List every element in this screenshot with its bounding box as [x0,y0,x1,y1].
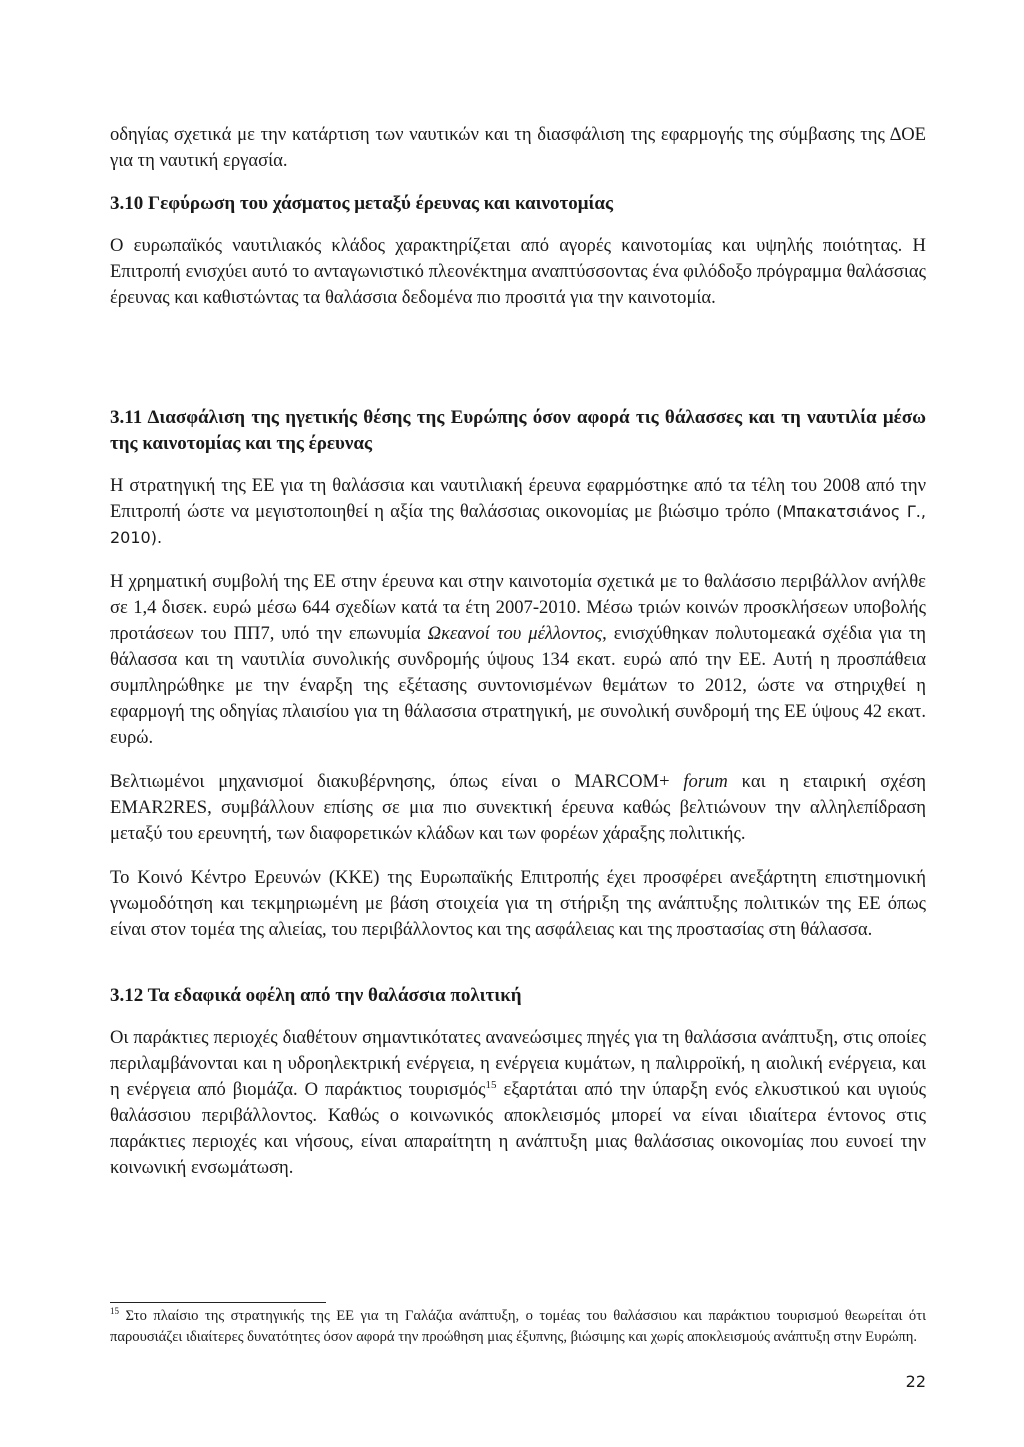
paragraph-text-start: Οι παράκτιες περιοχές διαθέτουν σημαντικότατες ανανεώσιμες πηγές για τη θαλάσσια ανάπτυξη, στις οποίες περιλαμβάνονται και η υδροηλεκτρική ενέργεια, η ενέργεια κυμάτων, η παλιρροϊκή, η αιολική ενέργεια, και η ενέργεια από βιομάζα. Ο παράκτιος τουρισμός [110,1027,926,1100]
paragraph-text: Η στρατηγική της ΕΕ για τη θαλάσσια και ναυτιλιακή έρευνα εφαρμόστηκε από τα τέλη του 2008 από την Επιτροπή ώστε να μεγιστοποιηθεί η αξία της θαλάσσιας οικονομίας με βιώσιμο τρόπο [110,475,926,522]
citation: (Μπακατσιάνος Γ., 2010). [110,502,926,547]
paragraph-text-start: Βελτιωμένοι μηχανισμοί διακυβέρνησης, όπως είναι ο MARCOM+ [110,771,684,792]
section-3-12-paragraph [110,1025,926,1181]
paragraph-text-end: εξαρτάται από την ύπαρξη ενός ελκυστικού και υγιούς θαλάσσιου περιβάλλοντος. Καθώς ο κοινωνικός αποκλεισμός μπορεί να είναι ιδιαίτερα έντονος στις παράκτιες περιοχές και νήσους, είναι απαραίτητη η ανάπτυξη μιας θαλάσσιας οικονομίας που ευνοεί την κοινωνική ενσωμάτωση. [110,1079,927,1178]
footnote-number: 15 [110,1306,119,1317]
page-number: 22 [905,1372,926,1391]
section-3-11-heading: 3.11 Διασφάλιση της ηγετικής θέσης της Ευρώπης όσον αφορά τις θάλασσες και τη ναυτιλία μέσω της καινοτομίας και της έρευνας [110,407,926,454]
italic-forum: forum [683,771,728,792]
paragraph-text-start: Η χρηματική συμβολή της ΕΕ στην έρευνα και στην καινοτομία σχετικά με το θαλάσσιο περιβάλλον ανήλθε σε 1,4 δισεκ. ευρώ μέσω 644 σχεδίων κατά τα έτη 2007-2010. Μέσω τριών κοινών προσκλήσεων υποβολής προτάσεων του ΠΠ7, υπό την επωνυμία [110,571,926,644]
section-3-11-paragraph-3 [110,769,926,847]
italic-program-name: Ωκεανοί του μέλλοντος [427,623,603,644]
footnote-text: Στο πλαίσιο της στρατηγικής της ΕΕ για τη Γαλάζια ανάπτυξη, ο τομέας του θαλάσσιου και παράκτιου τουρισμού θεωρείται ότι παρουσιάζει ιδιαίτερες δυνατότητες όσον αφορά την προώθηση μιας έξυπνης, βιώσιμης και χωρίς αποκλεισμούς ανάπτυξη στην Ευρώπη. [110,1308,926,1345]
section-3-10-paragraph: Ο ευρωπαϊκός ναυτιλιακός κλάδος χαρακτηρίζεται από αγορές καινοτομίας και υψηλής ποιότητας. Η Επιτροπή ενισχύει αυτό το ανταγωνιστικό πλεονέκτημα αναπτύσσοντας ένα φιλόδοξο πρόγραμμα θαλάσσιας έρευνας και καθιστώντας τα θαλάσσια δεδομένα πιο προσιτά για την καινοτομία. [110,235,926,308]
paragraph-text-end: , ενισχύθηκαν πολυτομεακά σχέδια για τη θάλασσα και τη ναυτιλία συνολικής συνδρομής ύψους 134 εκατ. ευρώ από την ΕΕ. Αυτή η προσπάθεια συμπληρώθηκε με την έναρξη της εξέτασης συντονισμένων θεμάτων το 2012, ώστε να στηριχθεί η εφαρμογή της οδηγίας πλαισίου για τη θάλασσια στρατηγική, με συνολική συνδρομή της ΕΕ ύψους 42 εκατ. ευρώ. [110,623,926,748]
section-3-11-paragraph-2 [110,569,926,751]
intro-paragraph: οδηγίας σχετικά με την κατάρτιση των ναυτικών και τη διασφάλιση της εφαρμογής της σύμβασης της ΔΟΕ για τη ναυτική εργασία. [110,124,926,171]
footnote-separator [110,1302,326,1303]
footnote-reference: 15 [485,1078,497,1091]
section-3-12-heading: 3.12 Τα εδαφικά οφέλη από την θαλάσσια πολιτική [110,985,522,1006]
paragraph-text-end: και η εταιρική σχέση EMAR2RES, συμβάλλουν επίσης σε μια πιο συνεκτική έρευνα καθώς βελτιώνουν την αλληλεπίδραση μεταξύ του ερευνητή, των διαφορετικών κλάδων και των φορέων χάραξης πολιτικής. [110,771,926,844]
footnote [110,1306,926,1348]
section-3-10-heading: 3.10 Γεφύρωση του χάσματος μεταξύ έρευνας και καινοτομίας [110,193,614,214]
page-body [110,122,926,1181]
section-3-11-paragraph-1 [110,473,926,551]
section-3-11-paragraph-4: Το Κοινό Κέντρο Ερευνών (ΚΚΕ) της Ευρωπαϊκής Επιτροπής έχει προσφέρει ανεξάρτητη επιστημονική γνωμοδότηση και τεκμηριωμένη με βάση στοιχεία για τη στήριξη της ανάπτυξης πολιτικών της ΕΕ όπως είναι στον τομέα της αλιείας, του περιβάλλοντος και της ασφάλειας και της προστασίας στη θάλασσα. [110,867,926,940]
